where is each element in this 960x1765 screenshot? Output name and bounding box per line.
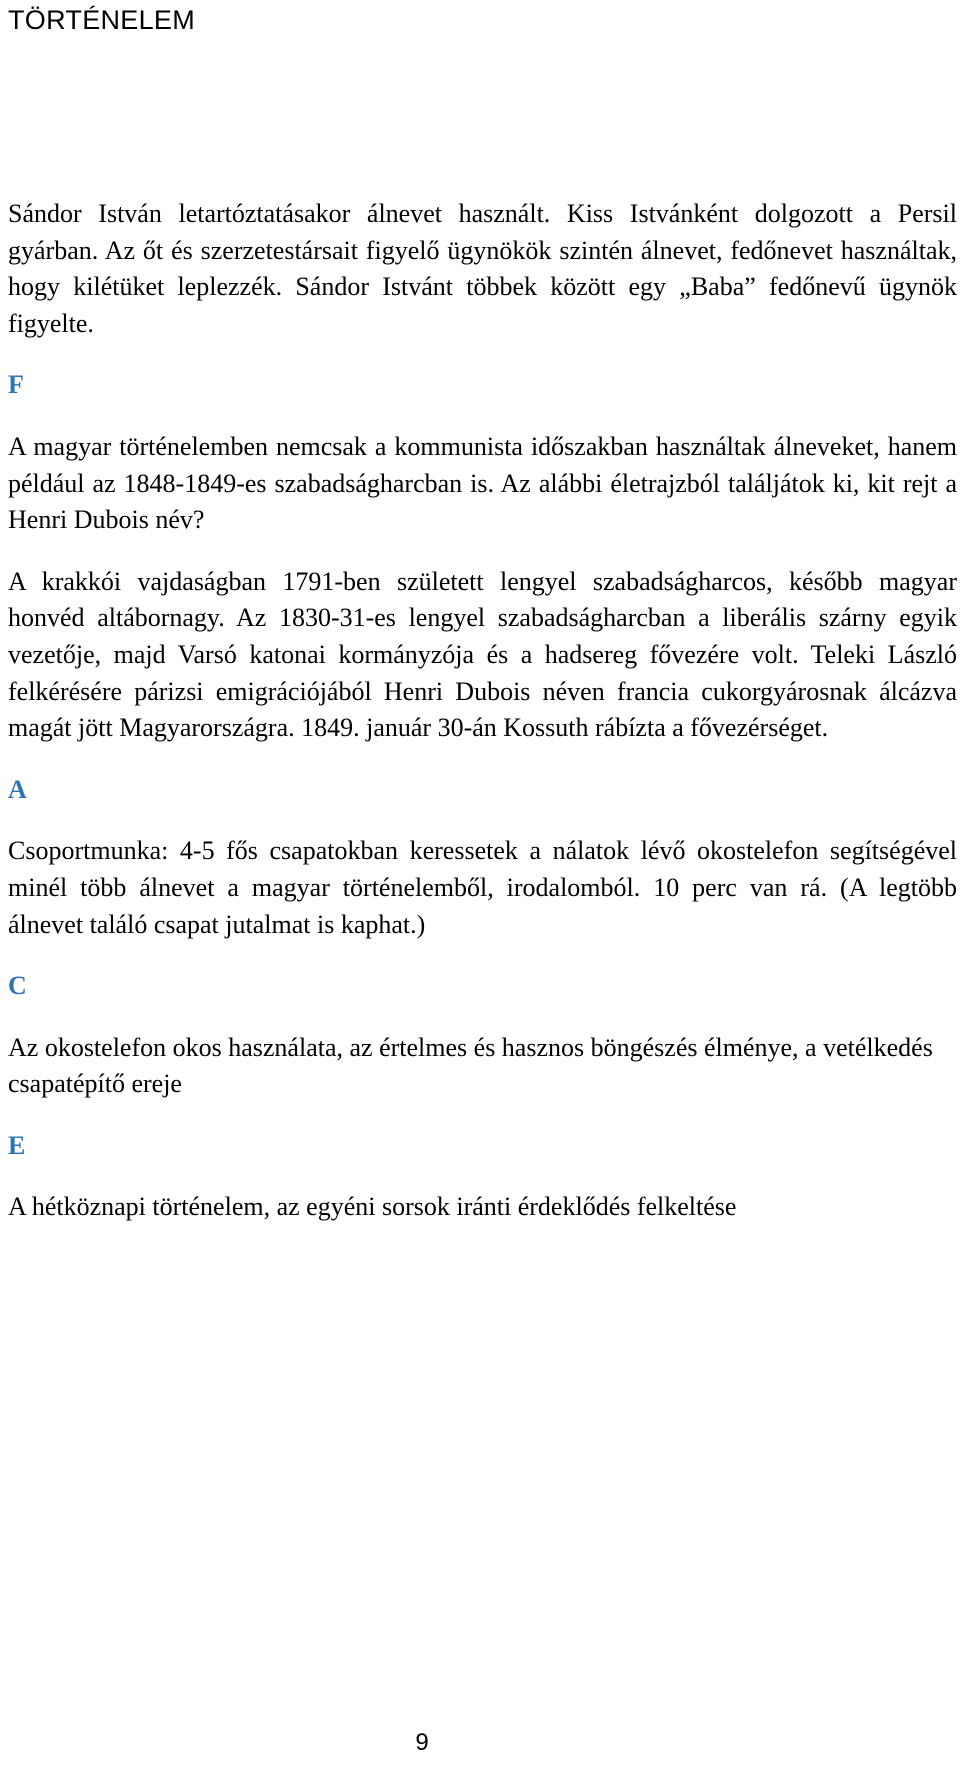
biography-paragraph: A krakkói vajdaságban 1791-ben született lengyel szabadságharcos, később magyar honvéd altábornagy. Az 1830-31-es lengyel szabadságharcban a liberális szárny egyik vezetője, majd Varsó katonai kormányzója és a hadsereg fővezére volt. Teleki László felkérésére párizsi emigrációjából Henri Dubois néven francia cukorgyárosnak álcázva magát jött Magyarországra. 1849. január 30-án Kossuth rábízta a fővezérséget. [8,566,957,743]
interest-paragraph: A hétköznapi történelem, az egyéni sorsok iránti érdeklődés felkeltése [8,1192,737,1222]
section-label-a: A [8,774,27,804]
intro-paragraph: Sándor István letartóztatásakor álnevet használt. Kiss Istvánként dolgozott a Persil gyárban. Az őt és szerzetestársait figyelő ügynökök szintén álnevet, fedőnevet használtak, hogy kilétüket leplezzék. Sándor Istvánt többek között egy „Baba” fedőnevű ügynök figyelte. [8,199,957,338]
spacer [8,808,957,833]
page-header-title: TÖRTÉNELEM [8,5,196,35]
section-label-c: C [8,971,27,1001]
spacer [8,1103,957,1128]
goals-paragraph: Az okostelefon okos használata, az értelmes és hasznos böngészés élménye, a vetélkedés csapatépítő ereje [8,1032,933,1099]
document-body [8,196,957,1226]
section-label-e: E [8,1130,26,1160]
spacer [8,404,957,429]
spacer [8,1005,957,1030]
spacer [8,1164,957,1189]
group-work-paragraph: Csoportmunka: 4-5 fős csapatokban keressetek a nálatok lévő okostelefon segítségével minél több álnevet a magyar történelemből, irodalomból. 10 perc van rá. (A legtöbb álnevet találó csapat jutalmat is kaphat.) [8,836,957,939]
spacer [8,747,957,772]
spacer [8,539,957,564]
section-label-f: F [8,370,24,400]
spacer [8,943,957,968]
question-paragraph: A magyar történelemben nemcsak a kommunista időszakban használtak álneveket, hanem például az 1848-1849-es szabadságharcban is. Az alábbi életrajzból találjátok ki, kit rejt a Henri Dubois név? [8,431,957,535]
page-number: 9 [415,1729,429,1756]
spacer [8,342,957,367]
